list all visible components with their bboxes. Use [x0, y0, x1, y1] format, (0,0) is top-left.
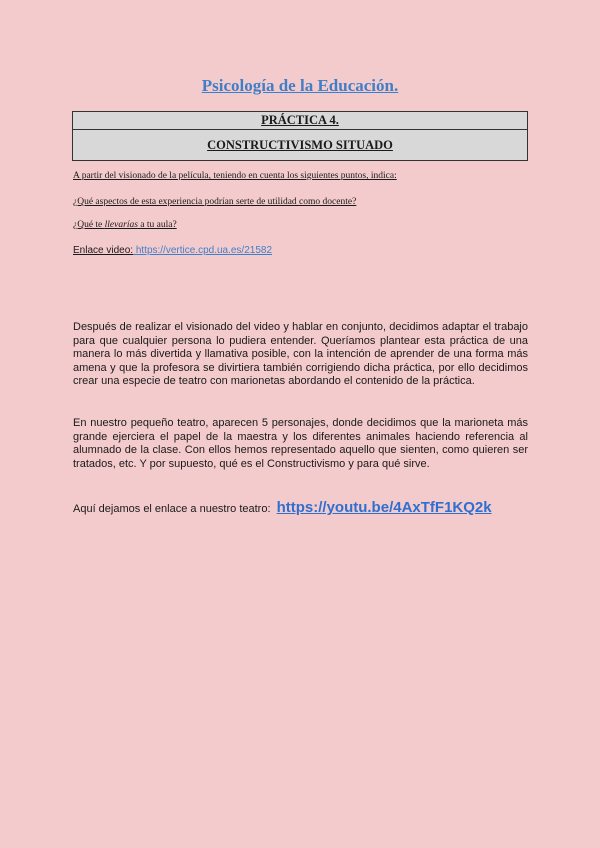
- question-2-prefix: ¿Qué te: [73, 220, 105, 230]
- document-title: Psicología de la Educación.: [201, 76, 399, 95]
- paragraph-1: Después de realizar el visionado del video y hablar en conjunto, decidimos adaptar el trabajo para que cualquier persona lo pudiera entender. Queríamos plantear esta práctica de una manera lo más divertida y llamativa posible, con la intención de aprender de una forma más amena y que la profesora se divirtiera también corrigiendo dicha práctica, por ello decidimos crear una especie de teatro con marionetas abordando el contenido de la práctica.: [73, 321, 528, 388]
- video-link[interactable]: https://vertice.cpd.ua.es/21582: [133, 245, 273, 256]
- practice-topic: CONSTRUCTIVISMO SITUADO: [73, 130, 528, 161]
- video-link-line: [73, 245, 272, 256]
- question-2-emphasis: llevarías: [104, 220, 138, 230]
- practice-number: PRÁCTICA 4.: [73, 112, 528, 130]
- video-link-label: Enlace video:: [73, 245, 134, 256]
- question-2: [73, 220, 177, 230]
- paragraph-2: En nuestro pequeño teatro, aparecen 5 personajes, donde decidimos que la marioneta más grande ejerciera el papel de la maestra y los diferentes animales haciendo referencia al alumnado de la clase. Con ellos hemos representado aquello que sienten, como quieren ser tratados, etc. Y por supuesto, qué es el Constructivismo y para qué sirve.: [73, 417, 528, 470]
- youtube-link[interactable]: https://youtu.be/4AxTfF1KQ2k: [276, 499, 492, 516]
- instructions-intro: A partir del visionado de la película, teniendo en cuenta los siguientes puntos, indica:: [73, 171, 397, 181]
- practice-header-table: [72, 111, 528, 161]
- question-2-suffix: a tu aula?: [137, 220, 177, 230]
- teatro-link-label: Aquí dejamos el enlace a nuestro teatro:: [73, 503, 271, 515]
- question-1: ¿Qué aspectos de esta experiencia podrían serte de utilidad como docente?: [73, 197, 357, 207]
- teatro-link-line: [73, 499, 492, 516]
